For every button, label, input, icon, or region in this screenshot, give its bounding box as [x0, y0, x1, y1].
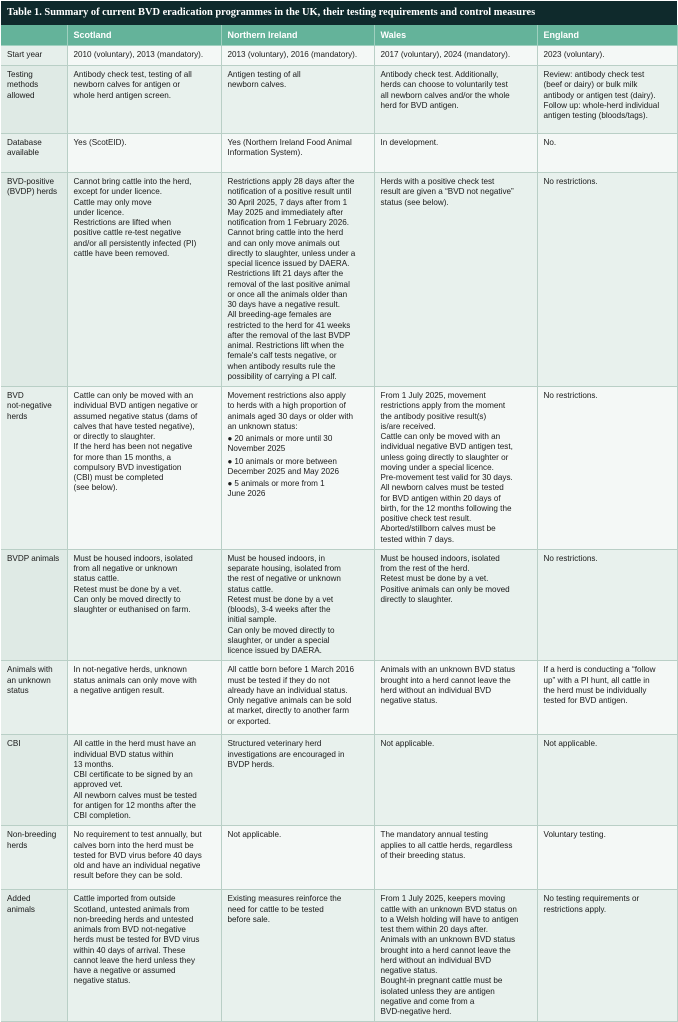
table-row — [1, 134, 677, 173]
cell-scotland: Antibody check test, testing of all newborn calves for antigen or whole herd antigen screen. — [67, 66, 221, 134]
table-row — [1, 735, 677, 826]
row-label: Animals with an unknown status — [1, 661, 67, 735]
cell-england: Not applicable. — [537, 735, 677, 826]
header-england: England — [537, 25, 677, 46]
header-wales: Wales — [374, 25, 537, 46]
table-title: Table 1. Summary of current BVD eradication programmes in the UK, their testing requirements and control measures — [1, 1, 677, 25]
ni-notneg-intro: Movement restrictions also apply to herds with a high proportion of animals aged 30 days or older with an unknown status: — [227, 391, 354, 431]
cell-england: No. — [537, 134, 677, 173]
cell-northern-ireland: Existing measures reinforce the need for cattle to be tested before sale. — [221, 890, 374, 1022]
table-row — [1, 826, 677, 890]
cell-wales: Herds with a positive check test result are given a “BVD not negative” status (see below). — [374, 173, 537, 387]
bvd-programmes-table — [1, 25, 678, 1022]
table-row — [1, 173, 677, 387]
list-item: ● 5 animals or more from 1 June 2026 — [227, 479, 325, 499]
table-frame — [1, 1, 677, 1016]
row-label: CBI — [1, 735, 67, 826]
cell-northern-ireland: Must be housed indoors, in separate housing, isolated from the rest of negative or unknown status cattle. Retest must be done by a vet (bloods), 3-4 weeks after the initial sample. Can only be moved directly to slaughter, or under a special licence issued by DAERA. — [221, 549, 374, 661]
cell-scotland: Yes (ScotEID). — [67, 134, 221, 173]
cell-wales: In development. — [374, 134, 537, 173]
table-row — [1, 387, 677, 550]
cell-england: No restrictions. — [537, 387, 677, 550]
table-row — [1, 890, 677, 1022]
cell-wales: Animals with an unknown BVD status brought into a herd cannot leave the herd without an individual BVD negative status. — [374, 661, 537, 735]
header-row — [1, 25, 677, 46]
cell-scotland: In not-negative herds, unknown status animals can only move with a negative antigen result. — [67, 661, 221, 735]
table-row — [1, 46, 677, 66]
cell-scotland: Must be housed indoors, isolated from all negative or unknown status cattle. Retest must be done by a vet. Can only be moved directly to slaughter or euthanised on farm. — [67, 549, 221, 661]
cell-wales: Not applicable. — [374, 735, 537, 826]
cell-northern-ireland: Structured veterinary herd investigations are encouraged in BVDP herds. — [221, 735, 374, 826]
header-scotland: Scotland — [67, 25, 221, 46]
cell-northern-ireland: Not applicable. — [221, 826, 374, 890]
row-label: Start year — [1, 46, 67, 66]
cell-northern-ireland: Antigen testing of all newborn calves. — [221, 66, 374, 134]
bullet-icon: ● — [227, 479, 233, 488]
bullet-icon: ● — [227, 434, 233, 443]
cell-england: No restrictions. — [537, 549, 677, 661]
cell-england: No testing requirements or restrictions apply. — [537, 890, 677, 1022]
cell-england: If a herd is conducting a “follow up” with a PI hunt, all cattle in the herd must be individually tested for BVD antigen. — [537, 661, 677, 735]
cell-scotland: No requirement to test annually, but calves born into the herd must be tested for BVD virus before 40 days old and have an individual negative result before they can be sold. — [67, 826, 221, 890]
table-row — [1, 661, 677, 735]
header-northern-ireland: Northern Ireland — [221, 25, 374, 46]
cell-scotland: Cattle imported from outside Scotland, untested animals from non-breeding herds and untested animals from BVD not-negative herds must be tested for BVD virus within 40 days of arrival. These cannot leave the herd unless they have a negative or assumed negative status. — [67, 890, 221, 1022]
cell-wales: From 1 July 2025, movement restrictions apply from the moment the antibody positive result(s) is/are received. Cattle can only be moved with an individual negative BVD antigen test, unless going directly to slaughter or moving under a special licence. Pre-movement test valid for 30 days. All newborn calves must be tested for BVD antigen within 20 days of birth, for the 12 months following the positive check test result. Aborted/stillborn calves must be tested within 7 days. — [374, 387, 537, 550]
cell-northern-ireland: Restrictions apply 28 days after the notification of a positive result until 30 April 2025, 7 days after from 1 May 2025 and immediately after notification from 1 February 2026. Cannot bring cattle into the herd and can only move animals out directly to slaughter, unless under a special licence issued by DAERA. Restrictions lift 21 days after the removal of the last positive animal or once all the animals older than 30 days have a negative result. All breeding-age females are restricted to the herd for 41 weeks after the removal of the last BVDP animal. Restrictions lift when the female's calf tests negative, or when antibody results rule the possibility of carrying a PI calf. — [221, 173, 374, 387]
list-item: ● 10 animals or more between December 2025 and May 2026 — [227, 456, 340, 476]
cell-wales: From 1 July 2025, keepers moving cattle with an unknown BVD status on to a Welsh holding will have to antigen test them within 20 days after. Animals with an unknown BVD status brought into a herd cannot leave the herd without an individual BVD negative status. Bought-in pregnant cattle must be isolated unless they are antigen negative and come from a BVD-negative herd. — [374, 890, 537, 1022]
row-label: Testing methods allowed — [1, 66, 67, 134]
cell-scotland: All cattle in the herd must have an individual BVD status within 13 months. CBI certificate to be signed by an approved vet. All newborn calves must be tested for antigen for 12 months after the CBI completion. — [67, 735, 221, 826]
row-label: BVD not-negative herds — [1, 387, 67, 550]
row-label: Added animals — [1, 890, 67, 1022]
bullet-icon: ● — [227, 456, 233, 466]
cell-scotland: Cattle can only be moved with an individual BVD antigen negative or assumed negative status (dams of calves that have tested negative), or directly to slaughter. If the herd has been not negative for more than 15 months, a compulsory BVD investigation (CBI) must be completed (see below). — [67, 387, 221, 550]
cell-wales: The mandatory annual testing applies to all cattle herds, regardless of their breeding status. — [374, 826, 537, 890]
cell-northern-ireland: All cattle born before 1 March 2016 must be tested if they do not already have an individual status. Only negative animals can be sold at market, directly to another farm or exported. — [221, 661, 374, 735]
cell-england: Review: antibody check test (beef or dairy) or bulk milk antibody or antigen test (dairy). Follow up: whole-herd individual antigen testing (bloods/tags). — [537, 66, 677, 134]
cell-scotland: Cannot bring cattle into the herd, except for under licence. Cattle may only move under licence. Restrictions are lifted when positive cattle re-test negative and/or all persistently infected (PI) cattle have been removed. — [67, 173, 221, 387]
row-label: BVD-positive (BVDP) herds — [1, 173, 67, 387]
row-label: Non-breeding herds — [1, 826, 67, 890]
list-item: ● 20 animals or more until 30 November 2025 — [227, 434, 333, 454]
header-blank — [1, 25, 67, 46]
table-row — [1, 549, 677, 661]
cell-england: Voluntary testing. — [537, 826, 677, 890]
cell-wales: Antibody check test. Additionally, herds can choose to voluntarily test all newborn calves and/or the whole herd for BVD antigen. — [374, 66, 537, 134]
row-label: Database available — [1, 134, 67, 173]
cell-wales: Must be housed indoors, isolated from the rest of the herd. Retest must be done by a vet. Positive animals can only be moved directly to slaughter. — [374, 549, 537, 661]
cell-northern-ireland — [221, 387, 374, 550]
cell-northern-ireland: Yes (Northern Ireland Food Animal Information System). — [221, 134, 374, 173]
cell-northern-ireland: 2013 (voluntary), 2016 (mandatory). — [221, 46, 374, 66]
table-row — [1, 66, 677, 134]
cell-scotland: 2010 (voluntary), 2013 (mandatory). — [67, 46, 221, 66]
cell-wales: 2017 (voluntary), 2024 (mandatory). — [374, 46, 537, 66]
row-label: BVDP animals — [1, 549, 67, 661]
cell-england: 2023 (voluntary). — [537, 46, 677, 66]
cell-england: No restrictions. — [537, 173, 677, 387]
